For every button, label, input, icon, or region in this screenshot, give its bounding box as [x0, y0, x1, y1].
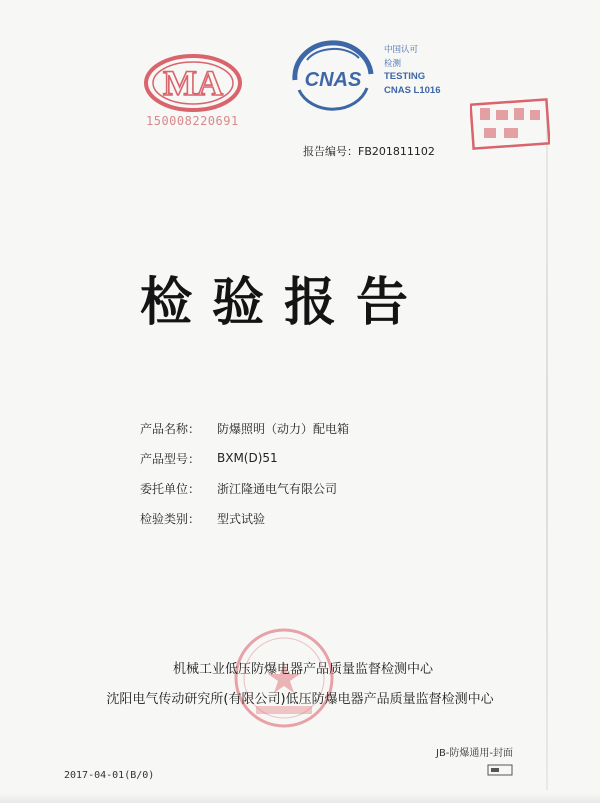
- report-number: 报告编号：FB201811102: [303, 145, 435, 158]
- field-row-product-model: [140, 444, 349, 472]
- field-label: 委托单位：: [140, 481, 201, 496]
- cnas-logo-icon: [285, 40, 381, 118]
- field-label: 产品名称：: [140, 421, 201, 436]
- cnas-line-1: 中国认可: [384, 44, 419, 54]
- field-row-product-name: [140, 414, 349, 442]
- organization-name-line-2: 沈阳电气传动研究所(有限公司)低压防爆电器产品质量监督检测中心: [106, 692, 494, 707]
- field-label: 产品型号：: [140, 451, 201, 466]
- cnas-logo-text: CNAS: [304, 69, 362, 91]
- field-row-inspection-type: [140, 504, 349, 532]
- cnas-accreditation-text: [384, 42, 441, 98]
- field-value: 型式试验: [217, 511, 266, 526]
- scan-shadow: [0, 793, 600, 803]
- field-value: BXM(D)51: [217, 451, 278, 465]
- official-seal-stamp-icon: [232, 626, 336, 730]
- cnas-line-2: 检测: [384, 58, 402, 68]
- cnas-line-4: CNAS L1016: [384, 85, 441, 96]
- cma-logo-icon: [143, 52, 243, 114]
- document-date: 2017-04-01(B/0): [64, 770, 155, 781]
- field-value: 防爆照明（动力）配电箱: [217, 421, 350, 436]
- product-info-fields: [140, 414, 349, 534]
- organization-name-line-1: [0, 658, 600, 677]
- field-value: 浙江隆通电气有限公司: [217, 481, 338, 496]
- cma-logo-text: MA: [163, 63, 223, 103]
- form-code: JB-防爆通用-封面: [436, 748, 514, 759]
- organization-name-1: 机械工业低压防爆电器产品质量监督检测中心: [172, 662, 433, 677]
- red-seal-stamp-icon: [470, 98, 550, 150]
- page-title: 检验报告: [140, 273, 429, 333]
- small-logo-icon: [487, 762, 513, 778]
- field-label: 检验类别：: [140, 511, 201, 526]
- cma-certificate-code: 150008220691: [146, 114, 239, 128]
- cnas-line-3: TESTING: [384, 71, 426, 82]
- field-row-client: [140, 474, 349, 502]
